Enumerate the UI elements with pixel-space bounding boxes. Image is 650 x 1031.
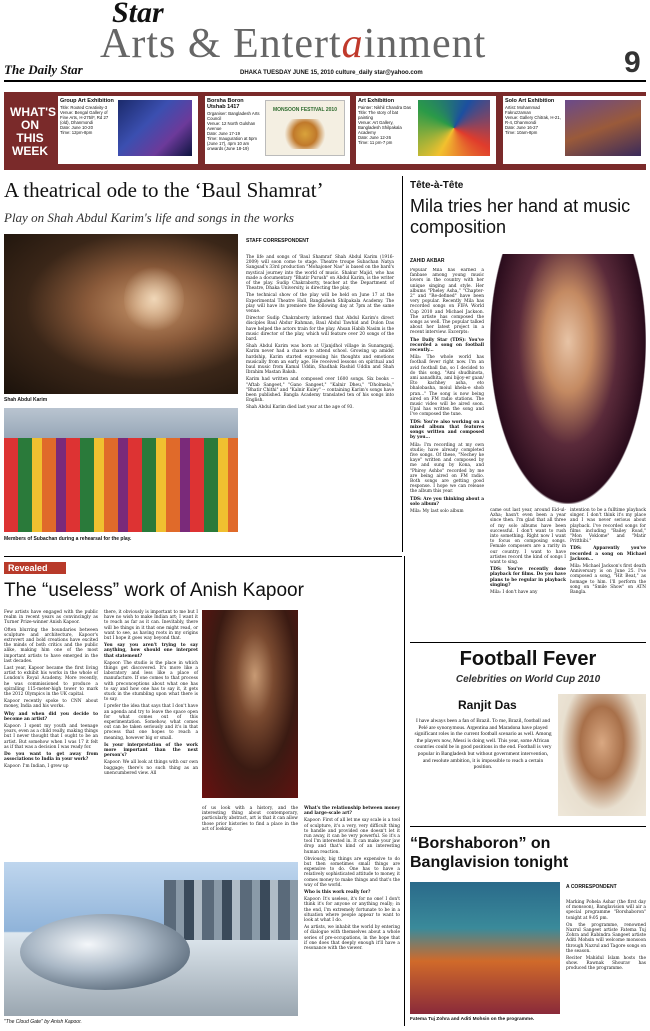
borsha-paragraph: Marking Pohela Ashar (the first day of monsoon), Banglavision will air a special programme "Borshaboron" tonight at 9:05 pm.: [566, 900, 646, 921]
kapoor-column-3: [202, 806, 298, 834]
kapoor-column-2: [104, 610, 198, 778]
borsha-body: [566, 900, 646, 974]
cloud-gate-photo: [4, 862, 298, 1016]
section-rule: [410, 642, 646, 643]
football-quote: I have always been a fan of Brazil. To me, Brazil, football and Pelé are synonymous. Argentina and Maradona have played significant roles in the current football scenario as well. Among the players now, Messi is doing well. This year, some African countries could be in good positions in the end. Football is very popular in Bangladesh but without government intervention, and resolute ambition, it is impossible to reach a certain position.: [414, 718, 552, 771]
rehearsal-figures: [4, 438, 238, 532]
event-detail: Artist: Mohammad Fakruzzaman: [505, 105, 540, 115]
rehearsal-caption: Members of Subachan during a rehearsal for the play.: [4, 536, 132, 542]
karim-portrait: [4, 234, 238, 394]
event-detail: Date: June 10-20: [60, 125, 93, 130]
mila-para: Popular Mila has earned a fanbase among young music lovers in the country with her unique singing and style. Her albums "Pheley Asha," "Chapter-2" and "Re-defined" have been very popular. Recently Mila has recorded songs on FIFA World Cup 2010 and Michael Jackson. The artiste has composed the songs as well. The popular talked about her latest project in a recent interview. Excerpts:: [410, 268, 484, 336]
mila-question: TDS: Apparently you've recorded a song on Michael Jackson...: [570, 546, 646, 562]
event-details: [505, 105, 561, 135]
kapoor-para: As artists, we inhabit the world by entering of dialogue with themselves about a whole series of pre-occupations, in the hope that if one does that deeply enough it'll have a resonance with the viewer.: [304, 925, 400, 952]
kapoor-para: Kapoor: I spent my youth and teenage years, even as a child really, making things but I never thought that I ought to be an artist. But somehow when I was 17 it felt as if that was a decision I was ready for.: [4, 724, 98, 750]
kapoor-question: Do you want to get away from associations to India in your work?: [4, 752, 98, 763]
dateline: DHAKA TUESDAY JUNE 15, 2010 culture_daily star@yahoo.com: [240, 70, 423, 76]
borsha-byline: A CORRESPONDENT: [566, 884, 617, 890]
football-name: Ranjit Das: [458, 698, 517, 712]
mila-para: intention to be a fulltime playback singer. I don't think it's my place and I was never serious about playback. I've recorded songs for films including "Bailey Road," "Mon Voklome" and "Matir Pritthibi.": [570, 508, 646, 545]
football-headline: Football Fever: [459, 648, 597, 670]
section-rule: [4, 556, 402, 557]
event-detail: Time: 12pm-8pm: [60, 130, 93, 135]
mila-question: The Daily Star (TDS): You've recorded a song on football recently...: [410, 337, 484, 354]
kapoor-column-1: [4, 610, 98, 772]
paper-logo: The Daily Star: [4, 62, 83, 77]
event-title: Art Exhibition: [358, 98, 395, 104]
kapoor-question: Is your interpretation of the work more important than the next person's?: [104, 742, 198, 759]
event-card: [58, 96, 198, 164]
kapoor-para: Kapoor: We all look at things with our own baggage; there's no such thing as an unencumbered view. All: [104, 760, 198, 776]
event-title: Borsha Boron Utshab 1417: [207, 98, 244, 110]
mila-question: TDS: You've recently done playback for films. Do you have plans to be regular in playback singing?: [490, 567, 566, 588]
event-detail: Organiser: Bangladesh Arts Council: [207, 111, 260, 121]
mila-headline: Mila tries her hand at music composition: [410, 196, 631, 237]
borsha-caption: Fatema Tuj Zohra and Aditi Mohsin on the programme.: [410, 1017, 535, 1022]
kapoor-para: Last year, Kapoor became the first living artist to exhibit his works in the whole of London's Royal Academy. More recently, he was commissioned to produce a spiralling 115-meter-high tower to mark the 2012 Olympics in the UK capital.: [4, 666, 98, 698]
kapoor-question: Why and when did you decide to become an artist?: [4, 711, 98, 722]
event-details: [60, 105, 114, 135]
borsha-headline: “Borshaboron” on Banglavision tonight: [410, 835, 569, 871]
kapoor-para: there, it obviously is important to me but I have no wish to make Indian art; I want it to reach as far as it can. Inevitably, there will be things in it that one might read, or want to see, as having roots in my origins but I hope it goes way beyond that.: [104, 610, 198, 642]
skyline: [164, 880, 298, 940]
event-details: [358, 105, 414, 145]
poster-title: MONSOON FESTIVAL 2010: [273, 107, 337, 113]
kapoor-question: What's the relationship between money and large-scale art?: [304, 806, 400, 817]
portrait-caption: Shah Abdul Karim: [4, 397, 48, 403]
event-detail: Title: Rooted Creativity-3: [60, 105, 108, 110]
kapoor-column-4: [304, 806, 400, 953]
baul-byline: STAFF CORRESPONDENT: [246, 238, 309, 244]
kapoor-para: Few artists have engaged with the public realm in recent years as convincingly as Turner Prize-winner Anish Kapoor.: [4, 610, 98, 626]
poster-art: [280, 119, 330, 149]
event-detail: Date: June 12-26: [358, 135, 391, 140]
kapoor-para: I prefer the idea that says that I don't have an agenda and try to leave the space open for what comes out of this experimentation. Somehow, what comes out can be taken seriously and it's in that process that one hopes to reach a meaning, however big or small.: [104, 704, 198, 741]
football-subhead: Celebrities on World Cup 2010: [455, 674, 601, 685]
mila-question: TDS: You're also working on a mixed album that features songs written and composed by you...: [410, 419, 484, 441]
baul-headline: A theatrical ode to the ‘Baul Shamrat’: [4, 178, 324, 202]
event-title: Group Art Exhibition: [60, 98, 114, 104]
masthead: [0, 0, 650, 92]
kapoor-para: Kapoor recently spoke to CNN about money, India and his works.: [4, 699, 98, 710]
mila-question: TDS: Are you thinking about a solo album?: [410, 496, 484, 507]
mila-para: Mila: I'm recording at my own studio; have already completed five songs. Of these, "Nechey ke kaye" written and composed by me and sung by Kona, and "Phirey Ashbo" recorded by me are being aired on FM radio. Both songs are getting good response. I hope we can release the album this year.: [410, 442, 484, 495]
event-detail: Venue: Bengal Gallery of Fine Arts, H-275/F, Rd 27 (old), Dhanmondi: [60, 110, 109, 125]
baul-paragraph: The life and songs of 'Baul Shamrat' Shah Abdul Karim (1916-2009) will soon come to stage. Theatre troupe Subachan Natya Sangsad's 33rd production "Mohajoner Nao" is based on the bard's mystical journey into the world of music. Shakur Majid, who has made a documentary "Bhatir Purush" on Abdul Karim, is the writer of the play. Sudip Chakraborty, teacher at the Department of Theatre, Dhaka University, is directing the play.: [246, 255, 394, 292]
baul-paragraph: Karim had written and composed over 1600 songs. Six books -- "Aftab Sangeet," "Gano Sangeet," "Kalnir Dheu," "Dholmela," "Bhatir Chithi" and "Kalnir Kuley" -- containing Karim's songs have been published. Bangla Academy translated ten of his songs into English.: [246, 377, 394, 404]
event-card: [503, 96, 646, 164]
mila-para: came out last year, around Eid-ul-Azha; hasn't even been a year since then. I'm glad that all three of my solo albums have been successful. I don't want to rush into something. Right now I want to focus on composing songs. Female composers are a rarity in our country. I want to have artistes record the kind of songs I want to sing.: [490, 508, 566, 566]
star-word: Star: [112, 0, 164, 29]
baul-paragraph: Shah Abdul Karim died last year at the age of 93.: [246, 405, 354, 411]
event-card: [205, 96, 350, 164]
section-title-accent: a: [341, 21, 364, 67]
borsha-paragraph: On the programme, renowned Nazrul Sangeet artiste Fatema Tuj Zohra and Rabindra Sangeet artiste Aditi Mohsin will welcome monsoon through Nazrul and Tagore songs on the season.: [566, 922, 647, 954]
event-artwork: [418, 100, 490, 156]
baul-body: [246, 255, 394, 413]
kapoor-para: Kapoor: I'm Indian, I grew up: [4, 764, 69, 770]
column-divider: [404, 556, 405, 1026]
kapoor-question: Who is this work really for?: [304, 890, 371, 896]
event-card: [356, 96, 496, 164]
rehearsal-photo: [4, 408, 238, 532]
mila-para: Mila: The whole world has football fever right now. I'm an avid football fan, so I decided to do this song. "Ami shudhinota, ami aanadhita, ami bijoy-er gaan/ Eto kachhey asha, eto bhalobasha, moiul khela-e shob pran..." The song is now being aired on FM radio stations. The music video will be aired soon. Upal has written the song and I've composed the tune.: [410, 355, 484, 418]
event-detail: Time: 10am-8pm: [505, 130, 538, 135]
page-number: 9: [624, 46, 641, 79]
kapoor-para: Often blurring the boundaries between sculpture and architecture, Kapoor's extrovert and bold creations have excited the minds of both critics and the public alike, making him one of the most important artists to have emerged in the last decades.: [4, 627, 98, 664]
portrait-highlight: [124, 264, 184, 334]
baul-paragraph: Director Sudip Chakraborty informed that Abdul Karim's direct disciples Baul Abdur Rahman, Baul Abdul Tawhid and Dulon Das have helped the actors train for the play. Ahsan Habib Nasim is the music director of the play, which will feature over 20 songs of the bard.: [246, 316, 394, 343]
event-detail: Time: 11 pm-7 pm: [358, 140, 393, 145]
masthead-rule: [4, 80, 646, 82]
event-detail: Title: The story of bat painting: [358, 110, 399, 120]
cloud-gate-caption: "The Cloud Gate" by Anish Kapoor.: [4, 1019, 82, 1025]
event-detail: Venue: Gallery Chitrak, H-21, R-4, Dhanmondi: [505, 115, 561, 125]
section-title-post: inment: [363, 21, 487, 67]
mila-column-2: [490, 508, 566, 597]
event-details: [207, 111, 261, 151]
mila-kicker: Tête-à-Tête: [410, 180, 464, 191]
banner-line: WHAT'S: [10, 105, 56, 119]
event-detail: Painter: Nikhil Chandra Das: [358, 105, 412, 110]
section-rule: [410, 826, 646, 827]
kapoor-portrait: [202, 610, 298, 798]
event-poster: [265, 100, 345, 156]
mila-byline: ZAHID AKBAR: [410, 258, 445, 264]
column-divider: [402, 176, 403, 552]
event-artwork: [565, 100, 641, 156]
banner-line: WEEK: [12, 144, 48, 158]
ranjit-das-photo: [558, 694, 646, 816]
section-title: [100, 20, 486, 68]
event-artwork: [118, 100, 192, 156]
event-detail: Venue: Art Gallery, Bangladesh Shilpakala Academy: [358, 120, 402, 135]
kapoor-headline: The “useless” work of Anish Kapoor: [4, 580, 304, 601]
banner-line: ON THIS: [16, 118, 44, 145]
baul-paragraph: The technical show of the play will be held on June 17 at the Experimental Theatre Hall, Bangladesh Shilpakala Academy. The play will have its premiere the following day at 7pm at the same venue.: [246, 293, 394, 315]
mila-column-3: [570, 508, 646, 597]
event-detail: Date: June 17-19: [207, 131, 240, 136]
whats-on-banner: [10, 105, 56, 158]
baul-subhead: Play on Shah Abdul Karim's life and songs in the works: [4, 210, 294, 225]
mila-para: Mila: Michael Jackson's first death Anniversary is on June 25. I've composed a song, "Hit Beat," as homage to him. I'll perform the song on "Smile Show" on ATN Bangla.: [570, 564, 646, 596]
borsha-paragraph: Reciter Mahidul Islam hosts the show. Rawnak Shourav has produced the programme.: [566, 956, 646, 972]
kapoor-para: of us look with a history, and the interesting thing about contemporary, particularly abstract, art is that it can allow those prior histories to find a place in the act of looking.: [202, 806, 298, 832]
mila-para: Mila: My last solo album: [410, 508, 464, 514]
event-detail: Time: Inauguration at 5pm (June 17), 4pm 10 am onwards (June 18-19): [207, 136, 257, 151]
borsha-photo: [410, 882, 560, 1014]
baul-paragraph: Shah Abdul Karim was born at Ujanjdhol village in Sunamganj. Karim never had a chance to attend school. Growing up amidst hardship, Karim started expressing his thoughts and emotions musically from an early age. He received lessons on spiritual and baul music from Kamal Uddin, Shadhak Rashid Uddin and Shah Ibrahim Mastan Baksh.: [246, 344, 394, 376]
kapoor-para: Kapoor: It's useless, it's for no one! I don't think it's for anyone or anything really; in the end, I'm extremely fortunate to be in a situation where people appear to want to look at what I do.: [304, 897, 400, 924]
mila-para: Mila: I don't have any: [490, 590, 538, 596]
kapoor-para: Kapoor: First of all let me say scale is a tool of sculpture, it's a very, very difficult thing to handle and provided one doesn't let it run away, it can be very powerful. So it's a tool I'm interested in. It can make your jaw drop and that's kind of an interesting human reaction.: [304, 818, 400, 855]
bean-sculpture: [20, 914, 190, 990]
kapoor-kicker: Revealed: [4, 562, 66, 574]
kapoor-para: Obviously, big things are expensive to do but then sometimes small things are expensive to do. One has to have a relatively sophisticated attitude to money, it comes money to make things and that's the way of the world.: [304, 856, 400, 888]
kapoor-question: You say you aren't trying to say anything, how should one interpret that statement?: [104, 643, 198, 659]
event-title: Solo Art Exhibition: [505, 98, 555, 104]
event-detail: Venue: 12 North Gulshan Avenue: [207, 121, 256, 131]
kapoor-para: Kapoor: The studio is the place in which things get discovered. It's more like a laboratory and less like a place of manufacture. If one comes to that process with preconceptions about what one has to say and how one has to say it, it gets stuck in the stumbling upon what there is to say.: [104, 660, 198, 703]
event-detail: Date: June 16-27: [505, 125, 538, 130]
mila-intro-column: [410, 268, 484, 620]
section-title-pre: Arts & Entert: [100, 21, 342, 67]
mila-photo: [490, 254, 646, 504]
